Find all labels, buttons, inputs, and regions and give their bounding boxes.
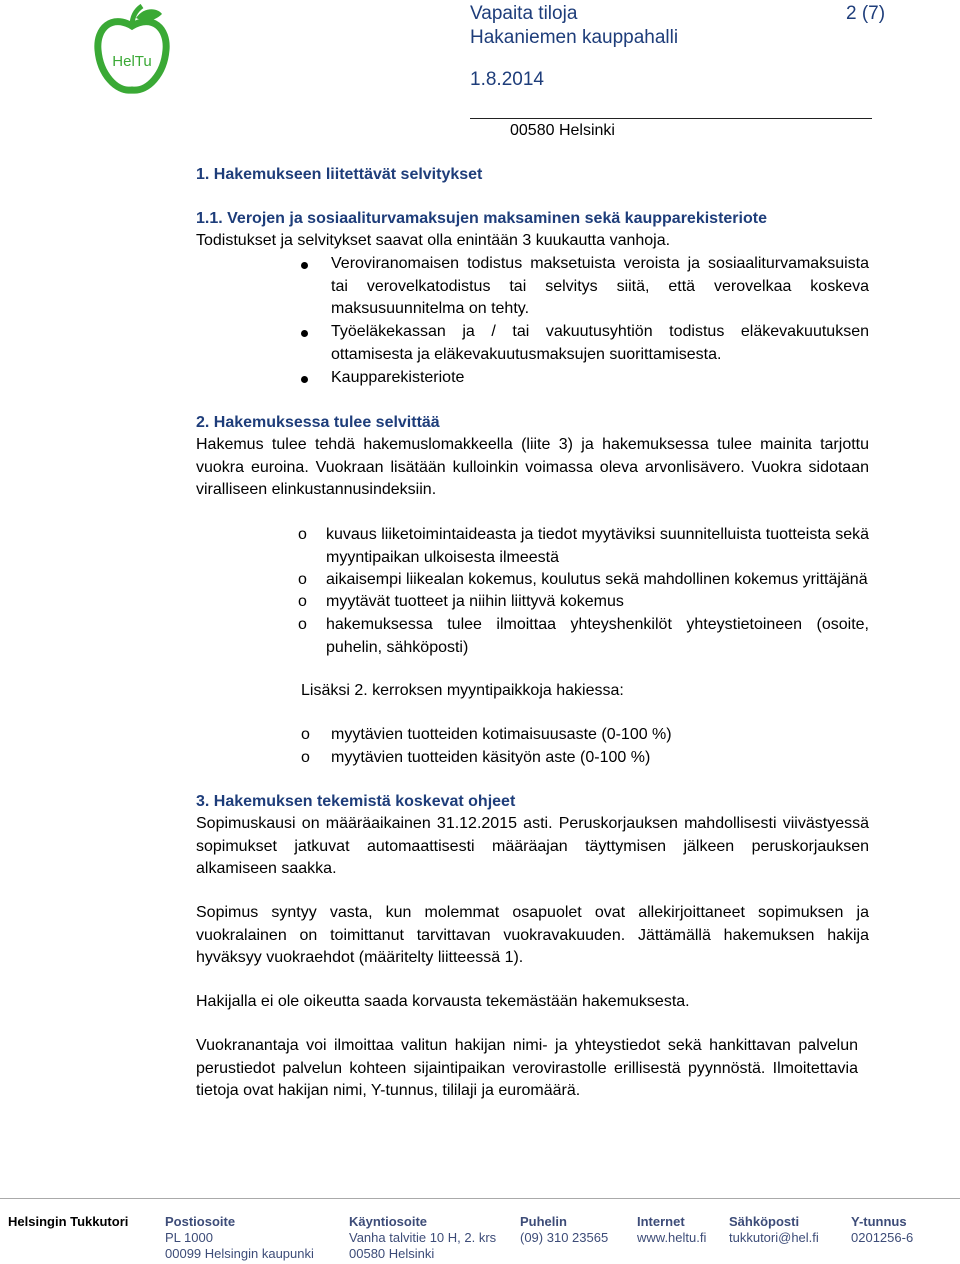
item-line: hakemuksessa tulee ilmoittaa yhteyshenkilöt yhteystietoineen (osoite, [326, 616, 869, 633]
paragraph-line: alkamiseen saakka. [196, 860, 337, 877]
footer-value: (09) 310 23565 [520, 1230, 609, 1245]
item-line: myyntipaikan ulkoisesta ilmeestä [326, 548, 559, 566]
footer-postal [165, 1214, 314, 1262]
item-line: puhelin, sähköposti) [326, 638, 469, 656]
bullet-icon [301, 376, 308, 383]
bullet-icon [301, 330, 308, 337]
requirement-item-2: aikaisempi liikealan kokemus, koulutus sekä mahdollinen kokemus yrittäjänä [326, 571, 868, 588]
bullet-line: Työeläkekassan ja / tai vakuutusyhtiön todistus eläkevakuutuksen [331, 323, 869, 340]
paragraph-line: Sopimus syntyy vasta, kun molemmat osapuolet ovat allekirjoittaneet sopimuksen ja [196, 904, 869, 921]
section-3-paragraph-4 [196, 1035, 858, 1103]
section-3-paragraph-1 [196, 813, 869, 881]
circle-bullet: o [298, 593, 307, 610]
footer-email [729, 1214, 819, 1246]
section-1-1-heading: 1.1. Verojen ja sosiaaliturvamaksujen maksaminen sekä kaupparekisteriote [196, 210, 767, 227]
footer-value: 0201256-6 [851, 1230, 914, 1245]
section-2-heading: 2. Hakemuksessa tulee selvittää [196, 414, 440, 431]
heltu-logo [92, 4, 172, 96]
circle-bullet: o [298, 571, 307, 588]
footer-heading: Y-tunnus [851, 1214, 907, 1229]
requirement-item-3: myytävät tuotteet ja niihin liittyvä kokemus [326, 593, 624, 610]
footer-divider [0, 1198, 960, 1199]
item-line: kuvaus liiketoimintaideasta ja tiedot myytäviksi suunnitelluista tuotteista sekä [326, 526, 869, 543]
header-city: 00580 Helsinki [510, 122, 615, 139]
paragraph-line: hyväksyy vuokraehdot (määritelty liitteessä 1). [196, 949, 524, 966]
bullet-item-2 [331, 321, 869, 366]
header-divider [470, 118, 872, 119]
footer-heading: Käyntiosoite [349, 1214, 428, 1229]
footer-value[interactable]: www.heltu.fi [637, 1230, 707, 1245]
footer-heading: Postiosoite [165, 1214, 236, 1229]
document-date: 1.8.2014 [470, 69, 544, 90]
footer-phone [520, 1214, 608, 1246]
paragraph-line: viralliseen elinkustannusindeksiin. [196, 481, 437, 498]
section-3-paragraph-2 [196, 902, 869, 970]
apple-logo-icon [92, 4, 172, 96]
paragraph-line: sopimukset jatkuvat automaattisesti määräajan täyttymisen jälkeen peruskorjauksen [196, 837, 869, 855]
document-title: Vapaita tiloja [470, 3, 578, 24]
footer-value: PL 1000 [165, 1230, 213, 1245]
extra-item-1: myytävien tuotteiden kotimaisuusaste (0-100 %) [331, 726, 672, 743]
footer-value: 00099 Helsingin kaupunki [165, 1246, 314, 1261]
circle-bullet: o [301, 749, 310, 766]
circle-bullet: o [298, 616, 307, 633]
bullet-item-3: Kaupparekisteriote [331, 369, 465, 386]
extra-label: Lisäksi 2. kerroksen myyntipaikkoja hakiessa: [301, 682, 624, 699]
circle-bullet: o [301, 726, 310, 743]
footer-value[interactable]: tukkutori@hel.fi [729, 1230, 819, 1245]
section-3-heading: 3. Hakemuksen tekemistä koskevat ohjeet [196, 793, 516, 810]
paragraph-line: Sopimuskausi on määräaikainen 31.12.2015 asti. Peruskorjauksen mahdollisesti viivästyessä [196, 815, 869, 832]
section-3-paragraph-3: Hakijalla ei ole oikeutta saada korvausta tekemästään hakemuksesta. [196, 993, 690, 1010]
footer-value: 00580 Helsinki [349, 1246, 435, 1261]
footer-heading: Sähköposti [729, 1214, 800, 1229]
paragraph-line: perustiedot palvelun kohteen sijaintipaikan verovirastolle erillisestä pyynnöstä. Ilmoitettavia [196, 1059, 858, 1077]
bullet-line: maksusuunnitelma on tehty. [331, 300, 530, 317]
extra-item-2: myytävien tuotteiden käsityön aste (0-100 %) [331, 749, 651, 766]
bullet-icon [301, 262, 308, 269]
requirement-item-4 [326, 614, 869, 659]
footer-internet [637, 1214, 706, 1246]
paragraph-line: vuokralainen on toimittanut tarvittavan vuokravakuuden. Jättämällä hakemuksen hakija [196, 926, 869, 944]
section-1-intro: Todistukset ja selvitykset saavat olla enintään 3 kuukautta vanhoja. [196, 232, 671, 249]
paragraph-line: Vuokranantaja voi ilmoittaa valitun hakijan nimi- ja yhteystiedot sekä hankittavan palvelun [196, 1037, 858, 1054]
circle-bullet: o [298, 526, 307, 543]
paragraph-line: Hakemus tulee tehdä hakemuslomakkeella (liite 3) ja hakemuksessa tulee mainita tarjottu [196, 436, 869, 453]
document-subtitle: Hakaniemen kauppahalli [470, 27, 679, 48]
logo-text: HelTu [112, 53, 152, 70]
section-1-heading: 1. Hakemukseen liitettävät selvitykset [196, 166, 483, 183]
section-2-paragraph [196, 434, 869, 502]
paragraph-line: vuokra euroina. Vuokraan lisätään kulloinkin voimassa oleva arvonlisävero. Vuokra sidotaan [196, 458, 869, 476]
footer-brand: Helsingin Tukkutori [8, 1214, 129, 1229]
bullet-item-1 [331, 253, 869, 321]
footer-business-id [851, 1214, 913, 1246]
page-number: 2 (7) [846, 3, 886, 24]
footer-heading: Internet [637, 1214, 685, 1229]
requirement-item-1 [326, 524, 869, 569]
footer-value: Vanha talvitie 10 H, 2. krs [349, 1230, 497, 1245]
bullet-line: ottamisesta ja eläkevakuutusmaksujen suorittamisesta. [331, 345, 722, 363]
footer-visit [349, 1214, 496, 1262]
footer-heading: Puhelin [520, 1214, 567, 1229]
bullet-line: tai verovelkatodistus tai selvitys siitä, että verovelkaa koskeva [331, 277, 869, 295]
paragraph-line: tietoja ovat hakijan nimi, Y-tunnus, tililaji ja euromäärä. [196, 1082, 581, 1099]
bullet-line: Veroviranomaisen todistus maksetuista veroista ja sosiaaliturvamaksuista [331, 255, 869, 272]
